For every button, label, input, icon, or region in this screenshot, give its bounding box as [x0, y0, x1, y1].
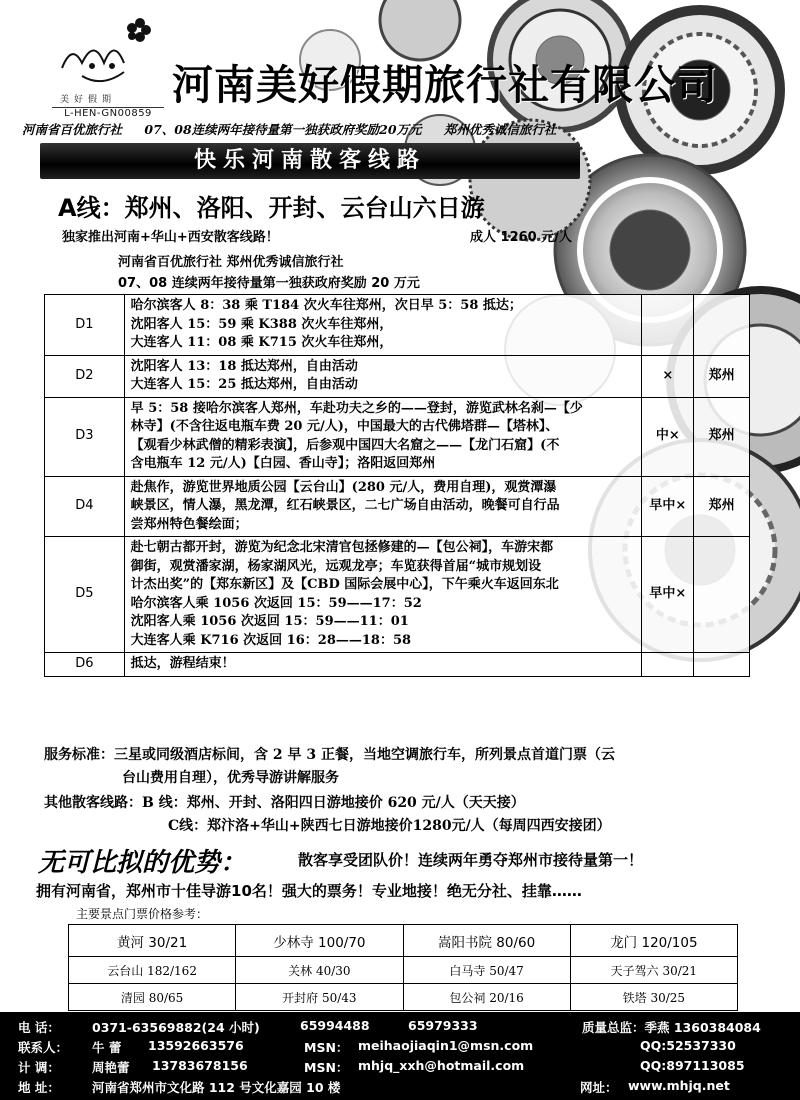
company-name: 河南美好假期旅行社有限公司	[172, 61, 718, 109]
itinerary-line: 早 5：58 接哈尔滨客人郑州，车赴功夫之乡的——登封，游览武林名刹—【少	[130, 400, 583, 416]
planner-phone: 13783678156	[152, 1058, 248, 1073]
price-cell: 少林寺 100/70	[236, 925, 403, 957]
itinerary-stay	[694, 653, 750, 677]
logo-brand-text: 美好假期	[60, 95, 117, 105]
itinerary-row	[45, 295, 750, 356]
itinerary-line: 沈阳客人 13：18 抵达郑州，自由活动	[130, 358, 358, 374]
itinerary-description	[124, 476, 642, 537]
itinerary-line: 大连客人乘 K716 次返回 16：28——18：58	[130, 632, 412, 648]
award-line	[22, 120, 782, 138]
website-label: 网址：	[580, 1080, 618, 1095]
website-link[interactable]: www.mhjq.net	[628, 1078, 730, 1093]
contact-phone: 13592663576	[148, 1038, 244, 1053]
service-line-2: 台山费用自理），优秀导游讲解服务	[122, 770, 339, 786]
phone-2: 65994488	[300, 1018, 370, 1033]
contact-label: 联系人：	[18, 1040, 69, 1055]
itinerary-description	[124, 355, 642, 397]
price-cell: 天子驾六 30/21	[570, 957, 737, 984]
price-cell: 清园 80/65	[69, 984, 236, 1011]
itinerary-line: 哈尔滨客人乘 1056 次返回 15：59——17：52	[130, 595, 422, 611]
price-note: 主要景点门票价格参考：	[76, 907, 209, 921]
price-cell: 云台山 182/162	[69, 957, 236, 984]
logo-face-icon	[52, 8, 162, 92]
quality-director: 质量总监：季燕 1360384084	[582, 1020, 761, 1035]
service-line-1: 服务标准：三星或同级酒店标间，含 2 早 3 正餐，当地空调旅行车，所列景点首道门票（云	[44, 747, 615, 763]
itinerary-line: 抵达，游程结束！	[130, 656, 235, 671]
exclusive-line: 独家推出河南+华山+西安散客线路！	[62, 230, 279, 245]
itinerary-line: 沈阳客人 15：59 乘 K388 次火车往郑州，	[130, 316, 393, 332]
price-cell: 白马寺 50/47	[403, 957, 570, 984]
route-title: A线：郑州、洛阳、开封、云台山六日游	[58, 194, 485, 222]
footer-contact	[0, 1012, 800, 1100]
award-mid: 07、08连续两年接待量第一独获政府奖励20万元	[144, 122, 422, 137]
itinerary-line: 峡景区，情人瀑，黑龙潭，红石峡景区，二七广场自由活动，晚餐可自行品	[130, 498, 560, 513]
price-cell: 铁塔 30/25	[570, 984, 737, 1011]
itinerary-day: D3	[45, 397, 125, 476]
itinerary-day: D1	[45, 295, 125, 356]
msn-1-label: MSN：	[304, 1040, 349, 1055]
itinerary-meal: 早中×	[642, 537, 694, 653]
honors-line: 河南省百优旅行社 郑州优秀诚信旅行社	[118, 255, 344, 270]
itinerary-description	[124, 537, 642, 653]
qq-1: QQ:52537330	[640, 1038, 736, 1053]
itinerary-stay: 郑州	[694, 355, 750, 397]
itinerary-line: 【观看少林武僧的精彩表演】，后参观中国四大名窟之——【龙门石窟】(不	[130, 437, 560, 453]
itinerary-stay	[694, 295, 750, 356]
itinerary-line: 沈阳客人乘 1056 次返回 15：59——11：01	[130, 614, 409, 629]
route-c: C线：郑汴洛+华山+陕西七日游地接价1280元/人（每周四西安接团）	[168, 818, 611, 834]
itinerary-line: 大连客人 15：25 抵达郑州，自由活动	[130, 377, 358, 392]
itinerary-row	[45, 537, 750, 653]
itinerary-meal: 早中×	[642, 476, 694, 537]
itinerary-table	[44, 294, 750, 677]
itinerary-day: D4	[45, 476, 125, 537]
award-right: 郑州优秀诚信旅行社	[443, 122, 557, 137]
itinerary-meal	[642, 295, 694, 356]
itinerary-day: D6	[45, 653, 125, 677]
address-label: 地 址：	[18, 1080, 60, 1095]
address: 河南省郑州市文化路 112 号文化嘉园 10 楼	[92, 1080, 341, 1095]
itinerary-row	[45, 653, 750, 677]
price-row	[69, 925, 738, 957]
license-code: L-HEN-GN00859	[52, 107, 164, 119]
itinerary-description	[124, 295, 642, 356]
itinerary-meal: ×	[642, 355, 694, 397]
price-cell: 龙门 120/105	[570, 925, 737, 957]
msn-2: mhjq_xxh@hotmail.com	[358, 1058, 525, 1073]
itinerary-line: 林寺】(不含往返电瓶车费 20 元/人)，中国最大的古代佛塔群—【塔林】、	[130, 419, 559, 434]
route-b: 其他散客线路：B 线：郑州、开封、洛阳四日游地接价 620 元/人（天天接）	[44, 795, 525, 811]
itinerary-stay	[694, 537, 750, 653]
planner-label: 计 调：	[18, 1060, 60, 1075]
itinerary-line: 赴七朝古都开封，游览为纪念北宋清官包拯修建的—【包公祠】，车游宋都	[130, 540, 554, 555]
phone-3: 65979333	[408, 1018, 478, 1033]
route-price: 成人 1260 元/人	[470, 230, 572, 245]
itinerary-row	[45, 476, 750, 537]
price-row	[69, 984, 738, 1011]
price-cell: 包公祠 20/16	[403, 984, 570, 1011]
itinerary-description	[124, 653, 642, 677]
itinerary-row	[45, 397, 750, 476]
itinerary-line: 御街，观赏潘家湖，杨家湖风光，远观龙亭；车览获得首届“城市规划设	[130, 558, 542, 574]
itinerary-line: 大连客人 11：08 乘 K715 次火车往郑州，	[130, 335, 393, 350]
itinerary-meal	[642, 653, 694, 677]
banner-title: 快乐河南散客线路	[193, 148, 426, 173]
price-cell: 嵩阳书院 80/60	[403, 925, 570, 957]
itinerary-line: 尝郑州特色餐绘面；	[130, 516, 248, 532]
price-row	[69, 957, 738, 984]
itinerary-day: D5	[45, 537, 125, 653]
advantage-text-2: 拥有河南省，郑州市十佳导游10名！强大的票务！专业地接！绝无分社、挂靠……	[36, 882, 582, 900]
price-cell: 开封府 50/43	[236, 984, 403, 1011]
itinerary-line: 哈尔滨客人 8：38 乘 T184 次火车往郑州，次日早 5：58 抵达；	[130, 298, 522, 313]
itinerary-description	[124, 397, 642, 476]
phone-label: 电 话：	[18, 1020, 60, 1035]
award-left: 河南省百优旅行社	[22, 122, 123, 137]
price-cell: 黄河 30/21	[69, 925, 236, 957]
itinerary-day: D2	[45, 355, 125, 397]
company-logo	[52, 8, 162, 120]
itinerary-line: 计杰出奖”的【郑东新区】及【CBD 国际会展中心】，下午乘火车返回东北	[130, 577, 559, 592]
itinerary-line: 含电瓶车 12 元/人)【白园、香山寺】；洛阳返回郑州	[130, 456, 436, 471]
itinerary-stay: 郑州	[694, 476, 750, 537]
advantage-title: 无可比拟的优势：	[38, 848, 247, 878]
title-banner	[40, 143, 580, 179]
msn-1: meihaojiaqin1@msn.com	[358, 1038, 534, 1053]
itinerary-meal: 中×	[642, 397, 694, 476]
phone-1: 0371-63569882(24 小时)	[92, 1020, 260, 1035]
planner-name: 周艳蕾	[92, 1060, 130, 1075]
award-line-route: 07、08 连续两年接待量第一独获政府奖励 20 万元	[118, 276, 420, 291]
contact-name: 牛 蕾	[92, 1040, 122, 1055]
itinerary-stay: 郑州	[694, 397, 750, 476]
ticket-price-table	[68, 924, 738, 1011]
msn-2-label: MSN：	[304, 1060, 349, 1075]
itinerary-row	[45, 355, 750, 397]
itinerary-line: 赴焦作，游览世界地质公园【云台山】(280 元/人，费用自理)，观赏潭瀑	[130, 479, 557, 495]
advantage-text-1: 散客享受团队价！连续两年勇夺郑州市接待量第一！	[298, 851, 644, 869]
price-cell: 关林 40/30	[236, 957, 403, 984]
qq-2: QQ:897113085	[640, 1058, 745, 1073]
